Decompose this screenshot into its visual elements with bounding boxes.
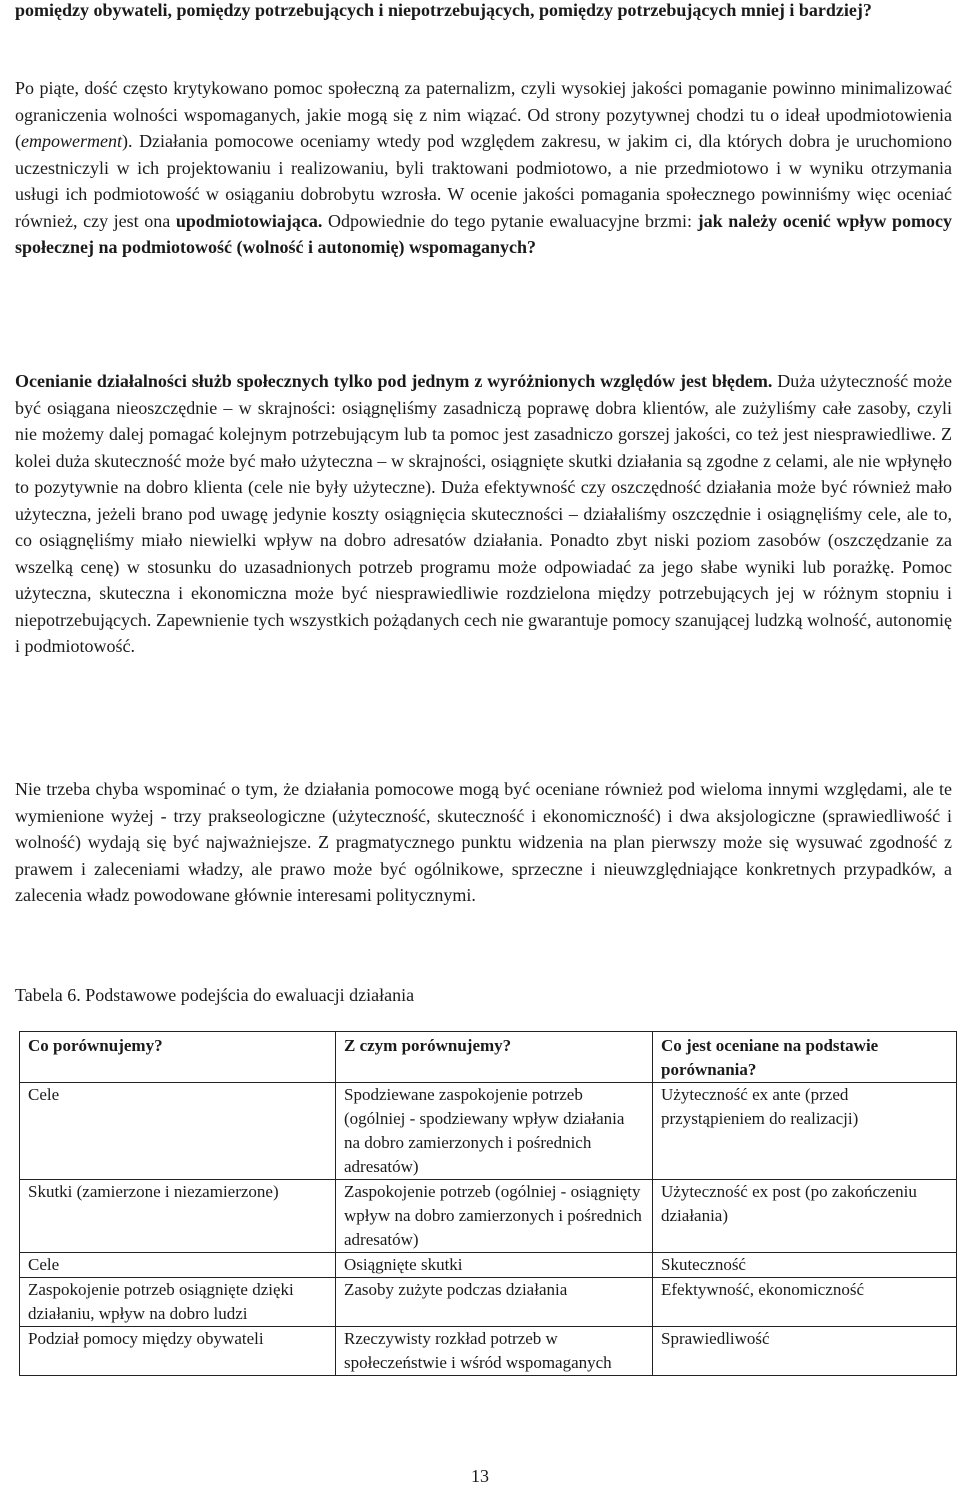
table-row bbox=[20, 1083, 957, 1180]
table-cell: Sprawiedliwość bbox=[653, 1327, 957, 1376]
table-cell: Osiągnięte skutki bbox=[336, 1253, 653, 1278]
table-cell: Skuteczność bbox=[653, 1253, 957, 1278]
table-cell: Podział pomocy między obywateli bbox=[20, 1327, 336, 1376]
paragraph-empowerment bbox=[15, 75, 952, 261]
table-cell: Użyteczność ex post (po zakończeniu działania) bbox=[653, 1180, 957, 1253]
text-segment: Odpowiednie do tego pytanie ewaluacyjne brzmi: bbox=[322, 210, 698, 231]
table-cell: Cele bbox=[20, 1253, 336, 1278]
table-caption: Tabela 6. Podstawowe podejścia do ewaluacji działania bbox=[15, 985, 415, 1005]
text-segment: empowerment bbox=[21, 131, 122, 151]
text-segment: pomiędzy obywateli, pomiędzy potrzebujących i niepotrzebujących, pomiędzy potrzebujących mniej i bardziej? bbox=[15, 0, 872, 20]
text-segment: Po piąte, dość często krytykowano pomoc społeczną za paternalizm, czyli wysokiej jakości pomaganie powinno minimalizować ograniczenia wolności wspomaganych, jakie mogą się z nim wiązać. Od strony pozytywnej chodzi tu o ideał upodmiotowienia ( bbox=[15, 78, 952, 151]
text-segment: Nie trzeba chyba wspominać o tym, że działania pomocowe mogą być oceniane również pod wieloma innymi względami, ale te wymienione wyżej - trzy prakseologiczne (użyteczność, skuteczność i ekonomiczność) i dwa aksjologiczne (sprawiedliwość i wolność) wydają się być najważniejsze. Z pragmatycznego punktu widzenia na plan pierwszy może się wysuwać zgodność z prawem i zaleceniami władzy, ale prawo może być ogólnikowe, sprzeczne i nieuwzględniające konkretnych przypadków, a zalecenia władz powodowane głównie interesami politycznymi. bbox=[15, 779, 952, 905]
page-number: 13 bbox=[471, 1466, 489, 1486]
text-segment: upodmiotowiająca. bbox=[175, 210, 323, 231]
table-cell: Zaspokojenie potrzeb osiągnięte dzięki działaniu, wpływ na dobro ludzi bbox=[20, 1278, 336, 1327]
paragraph-other-criteria bbox=[15, 776, 952, 909]
table-row bbox=[20, 1278, 957, 1327]
header-assessed: Co jest oceniane na podstawie porównania? bbox=[653, 1032, 957, 1083]
text-segment: Duża użyteczność może być osiągana nieoszczędnie – w skrajności: osiągnęliśmy zasadniczą poprawę dobra klientów, ale zużyliśmy całe zasoby, czyli nie możemy dalej pomagać kolejnym potrzebującym lub ta pomoc jest zasadniczo gorszej jakości, co też jest niesprawiedliwe. Z kolei duża skuteczność może być mało użyteczna – w skrajności, osiągnięte skutki działania są zgodne z celami, ale nie wpłynęło to pozytywnie na dobro klienta (cele nie były użyteczne). Duża efektywność czy oszczędność działania może być również mało użyteczna, jeżeli brano pod uwagę jedynie koszty osiągnięcia skuteczności – działaliśmy oszczędnie i osiągnęliśmy cele, ale to, co osiągnęliśmy miało niewielki wpływ na dobro adresatów działania. Ponadto zbyt niski poziom zasobów (oszczędzanie za wszelką cenę) w stosunku do uzasadnionych potrzeb programu może odpowiadać za jego słabe wyniki lub porażkę. Pomoc użyteczna, skuteczna i ekonomiczna może być niesprawiedliwie rozdzielona między potrzebujących jej w różnym stopniu i niepotrzebujących. Zapewnienie tych wszystkich pożądanych cech nie gwarantuje pomocy szanującej ludzką wolność, autonomię i podmiotowość. bbox=[15, 371, 952, 656]
text-segment: ). Działania pomocowe oceniamy wtedy pod względem zakresu, w jakim ci, dla których dobra je uruchomiono uczestniczyli w ich projektowaniu i realizowaniu, byli traktowani podmiotowo, a nie przedmiotowo i w wyniku otrzymania usługi ich podmiotowość w osiąganiu dobrobytu wzrosła. W ocenie jakości pomagania społecznego powinniśmy więc oceniać również, czy jest ona bbox=[15, 131, 952, 231]
table-cell: Użyteczność ex ante (przed przystąpieniem do realizacji) bbox=[653, 1083, 957, 1180]
header-compared-with: Z czym porównujemy? bbox=[336, 1032, 653, 1083]
table-cell: Zaspokojenie potrzeb (ogólniej - osiągnięty wpływ na dobro zamierzonych i pośrednich adresatów) bbox=[336, 1180, 653, 1253]
table-cell: Rzeczywisty rozkład potrzeb w społeczeństwie i wśród wspomaganych bbox=[336, 1327, 653, 1376]
text-segment: jak należy ocenić wpływ pomocy społecznej na podmiotowość (wolność i autonomię) wspomaganych? bbox=[15, 210, 953, 257]
text-segment: Ocenianie działalności służb społecznych tylko pod jednym z wyróżnionych względów jest błędem. bbox=[15, 371, 773, 391]
table-row bbox=[20, 1253, 957, 1278]
table-header-row bbox=[20, 1032, 957, 1083]
table-cell: Zasoby zużyte podczas działania bbox=[336, 1278, 653, 1327]
table-cell: Spodziewane zaspokojenie potrzeb (ogólniej - spodziewany wpływ działania na dobro zamierzonych i pośrednich adresatów) bbox=[336, 1083, 653, 1180]
evaluation-approaches-table bbox=[19, 1031, 957, 1376]
table-cell: Efektywność, ekonomiczność bbox=[653, 1278, 957, 1327]
table-row bbox=[20, 1180, 957, 1253]
header-what-compared: Co porównujemy? bbox=[20, 1032, 336, 1083]
table-cell: Cele bbox=[20, 1083, 336, 1180]
table-cell: Skutki (zamierzone i niezamierzone) bbox=[20, 1180, 336, 1253]
paragraph-question-end bbox=[15, 0, 952, 24]
paragraph-evaluation-error bbox=[15, 368, 952, 660]
table-body bbox=[20, 1083, 957, 1376]
table-row bbox=[20, 1327, 957, 1376]
